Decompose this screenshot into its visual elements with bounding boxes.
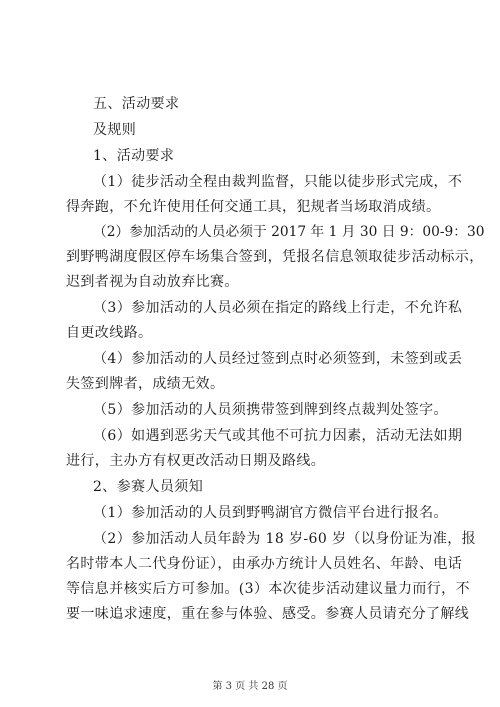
paragraph-line: 等信息并核实后方可参加。(3）本次徒步活动建议量力而行，不: [66, 581, 470, 597]
paragraph-line: 失签到牌者，成绩无效。: [66, 376, 225, 392]
paragraph-line: 得奔跑，不允许使用任何交通工具，犯规者当场取消成绩。: [66, 199, 441, 215]
paragraph-line: （3）参加活动的人员必须在指定的路线上行走，不允许私: [93, 300, 463, 316]
paragraph-line: （4）参加活动的人员经过签到点时必须签到，未签到或丢: [93, 351, 463, 367]
paragraph-line: 自更改线路。: [66, 325, 153, 341]
paragraph-line: （2）参加活动的人员必须于 2017 年 1 月 30 日 9：00-9：30: [93, 224, 485, 240]
subsection-heading: 2、参赛人员须知: [93, 479, 204, 495]
paragraph-line: （2）参加活动人员年龄为 18 岁-60 岁（以身份证为准，报: [93, 531, 477, 547]
paragraph-line: （1）徒步活动全程由裁判监督，只能以徒步形式完成，不: [93, 174, 463, 190]
paragraph-line: 迟到者视为自动放弃比赛。: [66, 274, 239, 290]
paragraph-line: （1）参加活动的人员到野鸭湖官方微信平台进行报名。: [93, 505, 448, 521]
subsection-heading: 1、活动要求: [93, 148, 175, 164]
section-heading: 五、活动要求: [93, 96, 180, 112]
paragraph-line: 到野鸭湖度假区停车场集合签到，凭报名信息领取徒步活动标示，: [66, 249, 484, 265]
paragraph-line: （5）参加活动的人员须携带签到牌到终点裁判处签字。: [93, 402, 448, 418]
paragraph-line: （6）如遇到恶劣天气或其他不可抗力因素，活动无法如期: [93, 428, 463, 444]
page-footer: 第 3 页 共 28 页: [212, 681, 288, 692]
section-heading-continued: 及规则: [93, 122, 137, 138]
paragraph-line: 要一味追求速度，重在参与体验、感受。参赛人员请充分了解线: [66, 606, 470, 622]
paragraph-line: 进行，主办方有权更改活动日期及路线。: [66, 453, 326, 469]
paragraph-line: 名时带本人二代身份证），由承办方统计人员姓名、年龄、电话: [66, 556, 463, 572]
